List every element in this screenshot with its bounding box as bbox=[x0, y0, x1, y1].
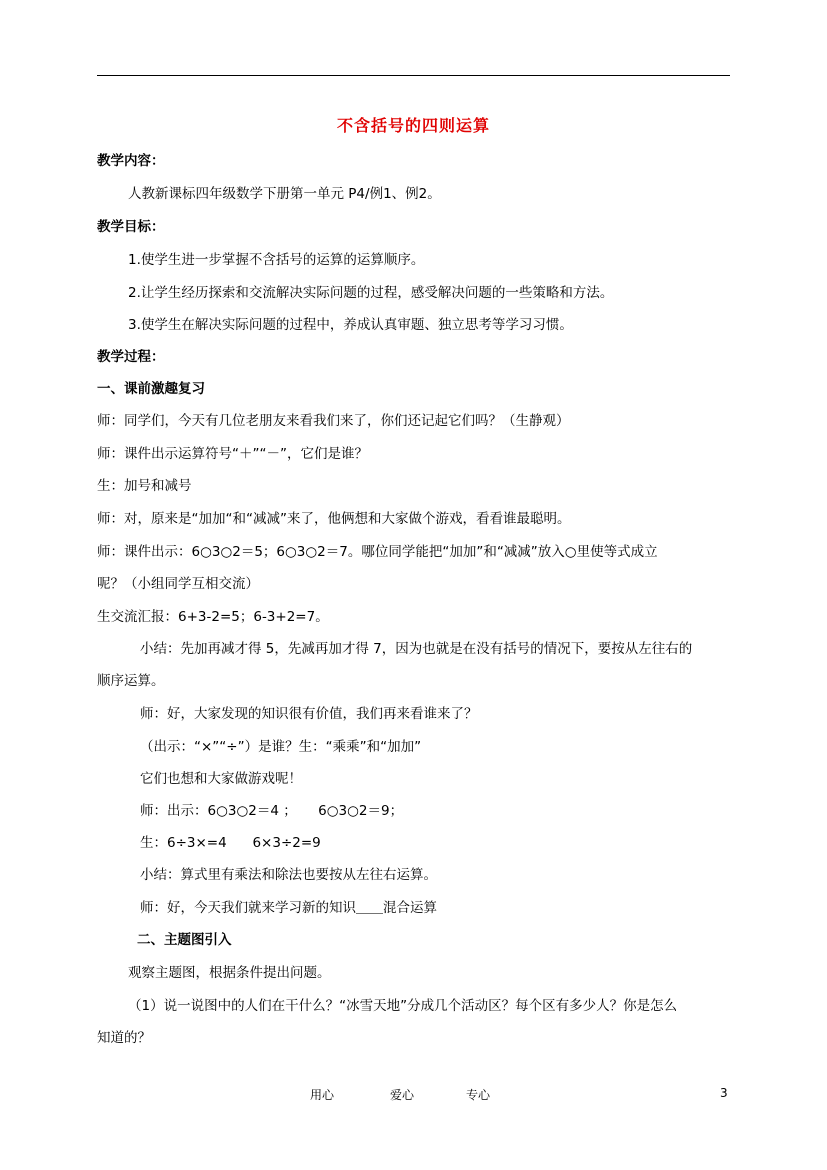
footer-text: 用心 bbox=[310, 1088, 335, 1102]
paragraph: 生交流汇报：6+3-2=5；6-3+2=7。 bbox=[97, 609, 329, 625]
summary: 小结：算式里有乘法和除法也要按从左往右运算。 bbox=[140, 867, 437, 883]
subsection-heading: 一、课前激趣复习 bbox=[97, 381, 205, 397]
paragraph: 师：出示：6○3○2＝4 ； 6○3○2＝9； bbox=[140, 803, 404, 819]
goal-item: 3.使学生在解决实际问题的过程中，养成认真审题、独立思考等学习习惯。 bbox=[128, 317, 573, 333]
paragraph: 人教新课标四年级数学下册第一单元 P4/例1、例2。 bbox=[128, 186, 441, 202]
question: （1）说一说图中的人们在干什么？“冰雪天地”分成几个活动区？每个区有多少人？你是怎么 bbox=[128, 998, 678, 1014]
paragraph: 师：对，原来是“加加“和“减减”来了，他俩想和大家做个游戏，看看谁最聪明。 bbox=[97, 511, 571, 527]
paragraph: 师：课件出示运算符号“＋”“－”，它们是谁？ bbox=[97, 446, 368, 462]
page-number: 3 bbox=[720, 1086, 728, 1100]
section-heading-process: 教学过程： bbox=[97, 349, 165, 365]
header-rule bbox=[97, 75, 730, 76]
footer-text: 专心 bbox=[466, 1088, 491, 1102]
paragraph: 师：好，大家发现的知识很有价值，我们再来看谁来了？ bbox=[140, 706, 478, 722]
paragraph: 生：加号和减号 bbox=[97, 478, 192, 494]
paragraph: 它们也想和大家做游戏呢！ bbox=[140, 771, 302, 787]
goal-item: 2.让学生经历探索和交流解决实际问题的过程，感受解决问题的一些策略和方法。 bbox=[128, 285, 614, 301]
paragraph: 师：好，今天我们就来学习新的知识＿＿混合运算 bbox=[140, 900, 437, 916]
paragraph: 师：课件出示：6○3○2＝5；6○3○2＝7。哪位同学能把“加加”和“减减”放入○里使等式成立 bbox=[97, 544, 658, 560]
subsection-heading: 二、主题图引入 bbox=[137, 932, 232, 948]
paragraph: 师：同学们，今天有几位老朋友来看我们来了，你们还记起它们吗？（生静观） bbox=[97, 413, 570, 429]
summary: 顺序运算。 bbox=[97, 673, 165, 689]
paragraph: （出示：“×”“÷”）是谁？生：“乘乘”和“加加” bbox=[140, 739, 422, 755]
summary: 小结：先加再减才得 5，先减再加才得 7，因为也就是在没有括号的情况下，要按从左往右的 bbox=[140, 641, 693, 657]
document-title: 不含括号的四则运算 bbox=[336, 116, 490, 135]
section-heading-goals: 教学目标： bbox=[97, 219, 165, 235]
paragraph: 生：6÷3×=4 6×3÷2=9 bbox=[140, 835, 321, 851]
goal-item: 1.使学生进一步掌握不含括号的运算的运算顺序。 bbox=[128, 252, 425, 268]
footer-text: 爱心 bbox=[390, 1088, 415, 1102]
paragraph: 观察主题图，根据条件提出问题。 bbox=[128, 965, 331, 981]
paragraph: 呢？（小组同学互相交流） bbox=[97, 576, 259, 592]
question: 知道的？ bbox=[97, 1030, 151, 1046]
section-heading-content: 教学内容： bbox=[97, 153, 165, 169]
